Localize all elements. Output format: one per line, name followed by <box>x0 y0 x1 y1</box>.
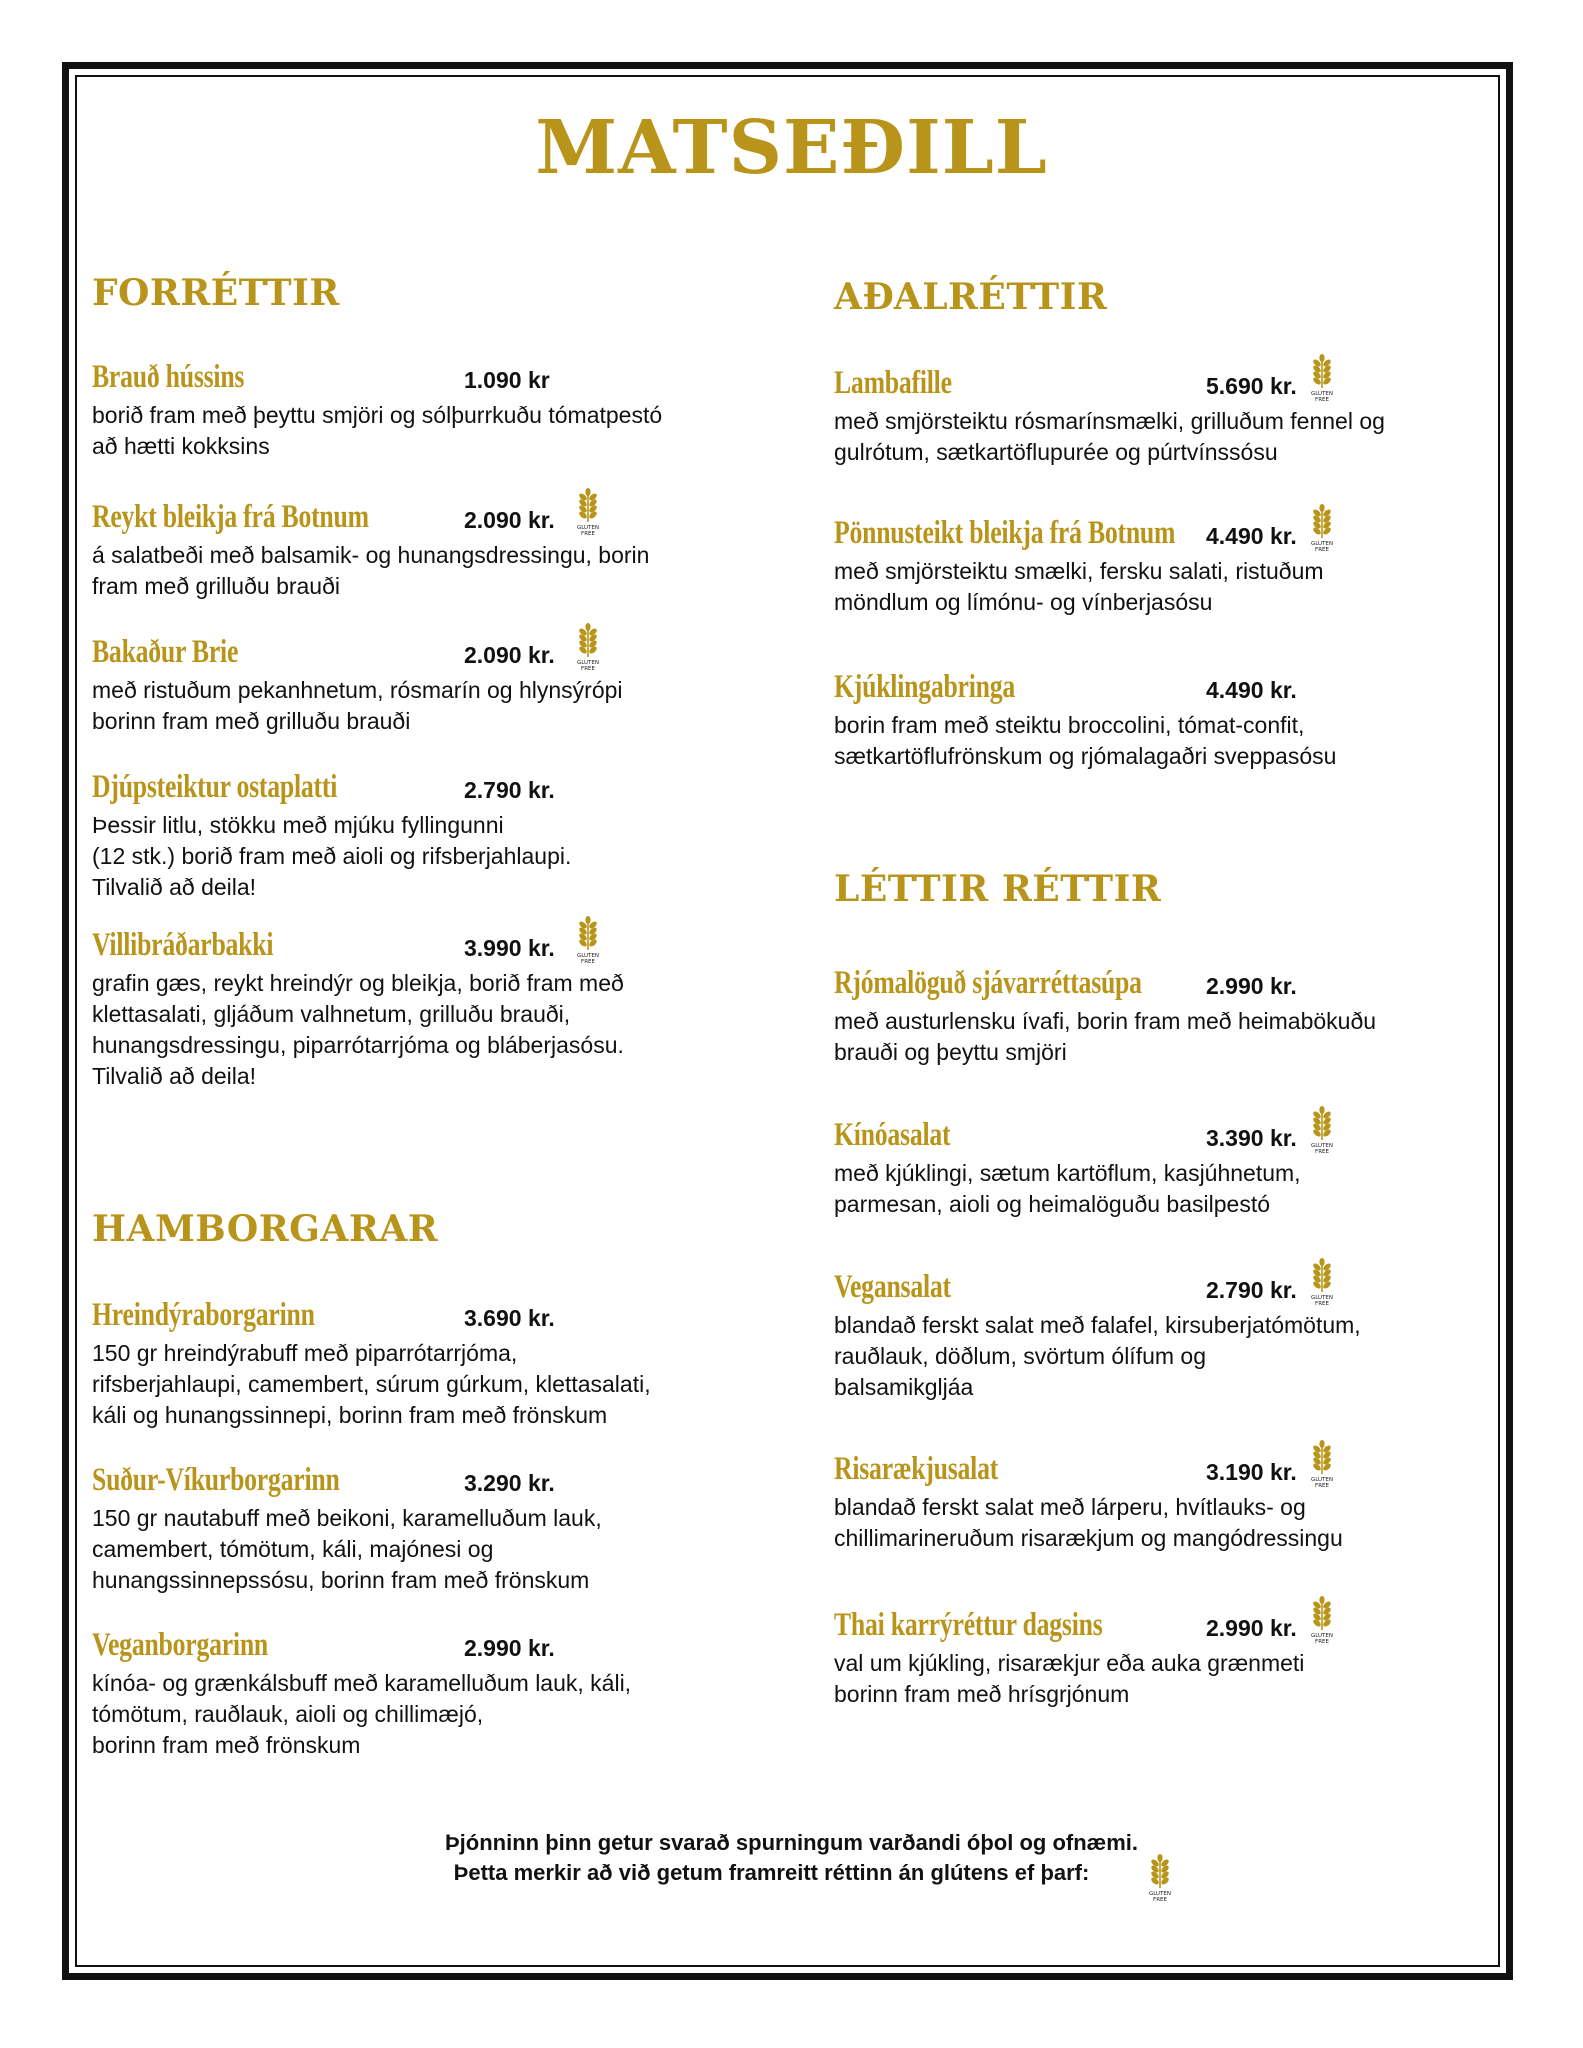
menu-item-price: 2.990 kr. <box>1206 1615 1297 1641</box>
section-title-hamborgarar: HAMBORGARAR <box>92 1208 439 1250</box>
gluten-free-icon <box>570 486 606 538</box>
menu-item-description: með smjörsteiktu rósmarínsmælki, grilluðum fennel og gulrótum, sætkartöflupurée og púrtvínssósu <box>834 408 1385 465</box>
menu-item-description: borið fram með þeyttu smjöri og sólþurrkuðu tómatpestó að hætti kokksins <box>92 402 663 459</box>
menu-item-price: 4.490 kr. <box>1206 523 1297 549</box>
menu-item-description: blandað ferskt salat með lárperu, hvítlauks- og chillimarineruðum risarækjum og mangódressingu <box>834 1494 1343 1551</box>
menu-item <box>834 1110 1474 1220</box>
menu-item-name: Rjómalöguð sjávarréttasúpa <box>834 965 1142 1001</box>
svg-text:GLUTEN: GLUTEN <box>1310 1477 1334 1483</box>
menu-item-header <box>92 1620 732 1668</box>
menu-item-price: 2.990 kr. <box>1206 973 1297 999</box>
svg-text:FREE: FREE <box>1315 1483 1329 1489</box>
menu-item <box>834 508 1474 618</box>
menu-item-description: með ristuðum pekanhnetum, rósmarín og hlynsýrópi borinn fram með grilluðu brauði <box>92 677 623 734</box>
svg-text:FREE: FREE <box>581 531 595 537</box>
menu-item-header <box>834 508 1474 556</box>
footer-gluten-note: Þetta merkir að við getum framreitt réttinn án glútens ef þarf: <box>453 1860 1090 1885</box>
menu-item <box>92 920 732 1092</box>
menu-item-description: með kjúklingi, sætum kartöflum, kasjúhnetum, parmesan, aioli og heimalöguðu basilpestó <box>834 1160 1301 1217</box>
svg-text:FREE: FREE <box>1315 397 1329 403</box>
svg-text:GLUTEN: GLUTEN <box>576 525 600 531</box>
menu-item <box>834 1262 1474 1403</box>
menu-item-header <box>92 920 732 968</box>
menu-item <box>92 762 732 903</box>
menu-item-name: Kjúklingabringa <box>834 669 1016 705</box>
menu-item-header <box>92 1455 732 1503</box>
menu-item-header <box>834 958 1474 1006</box>
gluten-free-icon <box>1304 1594 1340 1646</box>
menu-item-price: 2.790 kr. <box>1206 1277 1297 1303</box>
menu-item-price: 3.690 kr. <box>464 1305 555 1331</box>
menu-item <box>834 958 1474 1068</box>
svg-text:GLUTEN: GLUTEN <box>1310 1143 1334 1149</box>
gluten-free-icon <box>1142 1852 1178 1904</box>
menu-item-header <box>834 1600 1474 1648</box>
menu-title: MATSEÐILL <box>535 105 1048 191</box>
menu-item-price: 5.690 kr. <box>1206 373 1297 399</box>
svg-text:FREE: FREE <box>1315 1639 1329 1645</box>
menu-item-description: á salatbeði með balsamik- og hunangsdressingu, borin fram með grilluðu brauði <box>92 542 650 599</box>
svg-text:FREE: FREE <box>581 666 595 672</box>
svg-text:GLUTEN: GLUTEN <box>576 953 600 959</box>
menu-item-description: 150 gr nautabuff með beikoni, karamelluðum lauk, camembert, tómötum, káli, majónesi og hunangssinnepssósu, borinn fram með frönskum <box>92 1505 602 1593</box>
menu-item-name: Kínóasalat <box>834 1117 951 1153</box>
menu-item-header <box>92 762 732 810</box>
menu-item-header <box>92 352 732 400</box>
menu-item-header <box>92 1290 732 1338</box>
menu-item <box>92 352 732 462</box>
svg-text:GLUTEN: GLUTEN <box>1310 1633 1334 1639</box>
menu-item-price: 1.090 kr <box>464 367 550 393</box>
gluten-free-icon <box>1304 1256 1340 1308</box>
menu-item-price: 3.990 kr. <box>464 935 555 961</box>
svg-text:FREE: FREE <box>1315 1301 1329 1307</box>
svg-text:GLUTEN: GLUTEN <box>1310 1295 1334 1301</box>
menu-item <box>834 1600 1474 1710</box>
menu-item-description: kínóa- og grænkálsbuff með karamelluðum lauk, káli, tómötum, rauðlauk, aioli og chillimæjó, borinn fram með frönskum <box>92 1670 632 1758</box>
menu-item-header <box>834 1444 1474 1492</box>
menu-item-description: grafin gæs, reykt hreindýr og bleikja, borið fram með klettasalati, gljáðum valhnetum, grilluðu brauði, hunangsdressingu, piparrótarrjóma og bláberjasósu. Tilvalið að deila! <box>92 970 624 1089</box>
menu-item-name: Pönnusteikt bleikja frá Botnum <box>834 515 1176 551</box>
menu-item <box>92 1455 732 1596</box>
menu-item <box>834 662 1474 772</box>
menu-item-description: 150 gr hreindýrabuff með piparrótarrjóma, rifsberjahlaupi, camembert, súrum gúrkum, klettasalati, káli og hunangssinnepi, borinn fram með frönskum <box>92 1340 651 1428</box>
svg-text:GLUTEN: GLUTEN <box>1310 541 1334 547</box>
menu-item-description: val um kjúkling, risarækjur eða auka grænmeti borinn fram með hrísgrjónum <box>834 1650 1305 1707</box>
menu-item <box>92 627 732 737</box>
menu-item-description: borin fram með steiktu broccolini, tómat-confit, sætkartöflufrönskum og rjómalagaðri sveppasósu <box>834 712 1337 769</box>
menu-item-description: með smjörsteiktu smælki, fersku salati, ristuðum möndlum og límónu- og vínberjasósu <box>834 558 1324 615</box>
menu-item-description: Þessir litlu, stökku með mjúku fyllingunni (12 stk.) borið fram með aioli og rifsberjahlaupi. Tilvalið að deila! <box>92 812 572 900</box>
svg-text:GLUTEN: GLUTEN <box>1310 391 1334 397</box>
menu-item-name: Veganborgarinn <box>92 1627 268 1663</box>
menu-item <box>92 1620 732 1761</box>
menu-item-header <box>834 1110 1474 1158</box>
menu-item-name: Villibráðarbakki <box>92 927 274 963</box>
menu-item <box>92 492 732 602</box>
menu-item-description: blandað ferskt salat með falafel, kirsuberjatómötum, rauðlauk, döðlum, svörtum ólífum og balsamikgljáa <box>834 1312 1361 1400</box>
menu-item-header <box>92 492 732 540</box>
menu-item <box>834 1444 1474 1554</box>
svg-text:GLUTEN: GLUTEN <box>576 660 600 666</box>
menu-item-price: 2.790 kr. <box>464 777 555 803</box>
gluten-free-icon <box>1304 1438 1340 1490</box>
svg-text:FREE: FREE <box>1153 1897 1167 1903</box>
svg-text:GLUTEN: GLUTEN <box>1148 1891 1172 1897</box>
menu-item-price: 2.090 kr. <box>464 642 555 668</box>
menu-item-header <box>92 627 732 675</box>
menu-item-name: Thai karrýréttur dagsins <box>834 1607 1103 1643</box>
menu-item-name: Reykt bleikja frá Botnum <box>92 499 369 535</box>
menu-item-header <box>834 662 1474 710</box>
menu-item-price: 3.290 kr. <box>464 1470 555 1496</box>
gluten-free-icon <box>1304 502 1340 554</box>
gluten-free-icon <box>1304 352 1340 404</box>
svg-text:FREE: FREE <box>1315 1149 1329 1155</box>
menu-item <box>834 358 1474 468</box>
menu-item-name: Djúpsteiktur ostaplatti <box>92 769 338 805</box>
section-title-lettir-rettir: LÉTTIR RÉTTIR <box>834 868 1162 910</box>
menu-item-name: Lambafille <box>834 365 952 401</box>
menu-item-description: með austurlensku ívafi, borin fram með heimabökuðu brauði og þeyttu smjöri <box>834 1008 1377 1065</box>
menu-item-name: Risarækjusalat <box>834 1451 999 1487</box>
menu-item-price: 4.490 kr. <box>1206 677 1297 703</box>
svg-text:FREE: FREE <box>581 959 595 965</box>
menu-item-header <box>834 358 1474 406</box>
section-title-forrettir: FORRÉTTIR <box>92 272 340 314</box>
menu-item-name: Brauð hússins <box>92 359 245 395</box>
section-title-adalrettir: AÐALRÉTTIR <box>834 276 1108 318</box>
menu-item-price: 3.190 kr. <box>1206 1459 1297 1485</box>
menu-item-price: 2.090 kr. <box>464 507 555 533</box>
menu-item-name: Vegansalat <box>834 1269 951 1305</box>
menu-item-price: 3.390 kr. <box>1206 1125 1297 1151</box>
footer-allergy-note: Þjónninn þinn getur svarað spurningum varðandi óþol og ofnæmi. <box>444 1830 1138 1855</box>
menu-item-price: 2.990 kr. <box>464 1635 555 1661</box>
menu-item-name: Suður-Víkurborgarinn <box>92 1462 340 1498</box>
menu-item-name: Bakaður Brie <box>92 634 239 670</box>
gluten-free-icon <box>1304 1104 1340 1156</box>
menu-item-header <box>834 1262 1474 1310</box>
gluten-free-icon <box>570 621 606 673</box>
menu-item-name: Hreindýraborgarinn <box>92 1297 315 1333</box>
menu-item <box>92 1290 732 1431</box>
svg-text:FREE: FREE <box>1315 547 1329 553</box>
gluten-free-icon <box>570 914 606 966</box>
